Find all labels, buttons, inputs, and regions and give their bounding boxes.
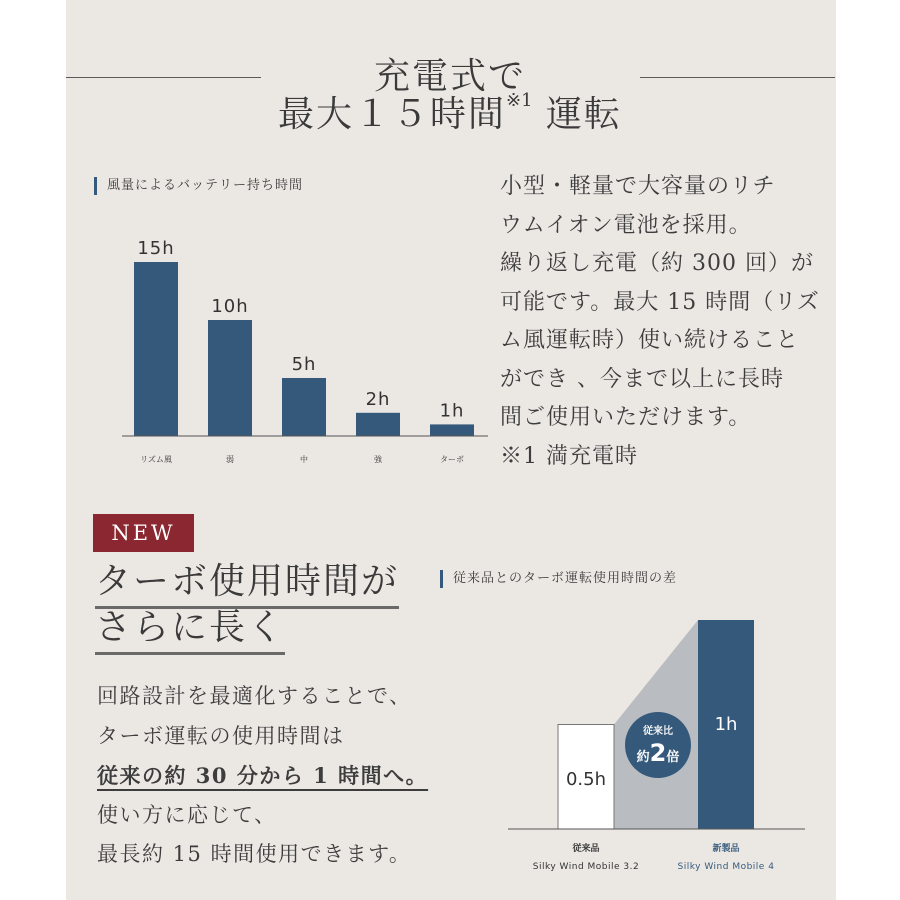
battery-description-line: ム風運転時）使い続けること	[500, 328, 800, 353]
category-label: リズム風	[140, 455, 172, 464]
category-label: 中	[300, 455, 308, 464]
bar-4	[430, 424, 474, 436]
category-label: 弱	[226, 455, 234, 464]
heading-line-1: 充電式で	[373, 56, 526, 97]
heading-end: 運転	[546, 94, 623, 135]
ratio-value: 約2倍	[636, 739, 680, 767]
bar-new-value: 1h	[714, 714, 738, 735]
heading-footnote-mark: ※1	[506, 90, 533, 111]
battery-bar-chart	[110, 225, 490, 475]
ratio-caption: 従来比	[643, 726, 673, 737]
turbo-description-line: 最長約 15 時間使用できます。	[97, 842, 412, 866]
battery-description-line: 可能です。最大 15 時間（リズ	[500, 289, 820, 315]
category-sublabel: Silky Wind Mobile 3.2	[532, 862, 640, 872]
battery-description-line: ができ 、今まで以上に長時	[500, 366, 784, 392]
turbo-chart-label: 従来品とのターボ運転使用時間の差	[440, 570, 677, 588]
battery-footnote: ※1 満充電時	[500, 443, 638, 469]
category-label: 従来品	[572, 844, 600, 854]
bar-value-label: 10h	[211, 296, 249, 317]
battery-chart-label: 風量によるバッテリー持ち時間	[94, 177, 303, 195]
battery-description-line: 間ご使用いただけます。	[500, 405, 752, 430]
turbo-description-line	[97, 756, 428, 796]
turbo-comparison-chart	[500, 600, 820, 890]
battery-description-line: 小型・軽量で大容量のリチ	[500, 174, 776, 199]
turbo-description	[97, 677, 428, 875]
turbo-headline-1: ターボ使用時間が	[95, 560, 399, 609]
bar-value-label: 1h	[439, 400, 465, 422]
heading-main: 最大１５時間	[277, 94, 506, 135]
bar-value-label: 2h	[365, 388, 391, 410]
category-label: 新製品	[712, 844, 740, 854]
turbo-description-line: 使い方に応じて、	[97, 802, 277, 827]
battery-description-line: 繰り返し充電（約 300 回）が	[500, 251, 814, 276]
bar-value-label: 15h	[137, 238, 175, 259]
bar-1	[208, 320, 252, 436]
bar-value-label: 5h	[291, 354, 317, 375]
category-label: 強	[374, 455, 382, 464]
bar-0	[134, 262, 178, 436]
heading-line-2	[0, 86, 900, 137]
turbo-headline-2: さらに長く	[95, 606, 285, 655]
battery-description	[500, 168, 820, 476]
category-label: ターボ	[440, 455, 464, 464]
turbo-description-line: ターボ運転の使用時間は	[97, 723, 345, 748]
category-sublabel: Silky Wind Mobile 4	[677, 862, 775, 872]
turbo-highlight: 従来の約 30 分から 1 時間へ。	[97, 763, 429, 788]
battery-description-line: ウムイオン電池を採用。	[500, 212, 752, 238]
bar-old-value: 0.5h	[565, 768, 607, 790]
new-badge: NEW	[93, 514, 194, 552]
bar-2	[282, 378, 326, 436]
bar-3	[356, 413, 400, 436]
turbo-description-line: 回路設計を最適化することで、	[97, 684, 412, 708]
